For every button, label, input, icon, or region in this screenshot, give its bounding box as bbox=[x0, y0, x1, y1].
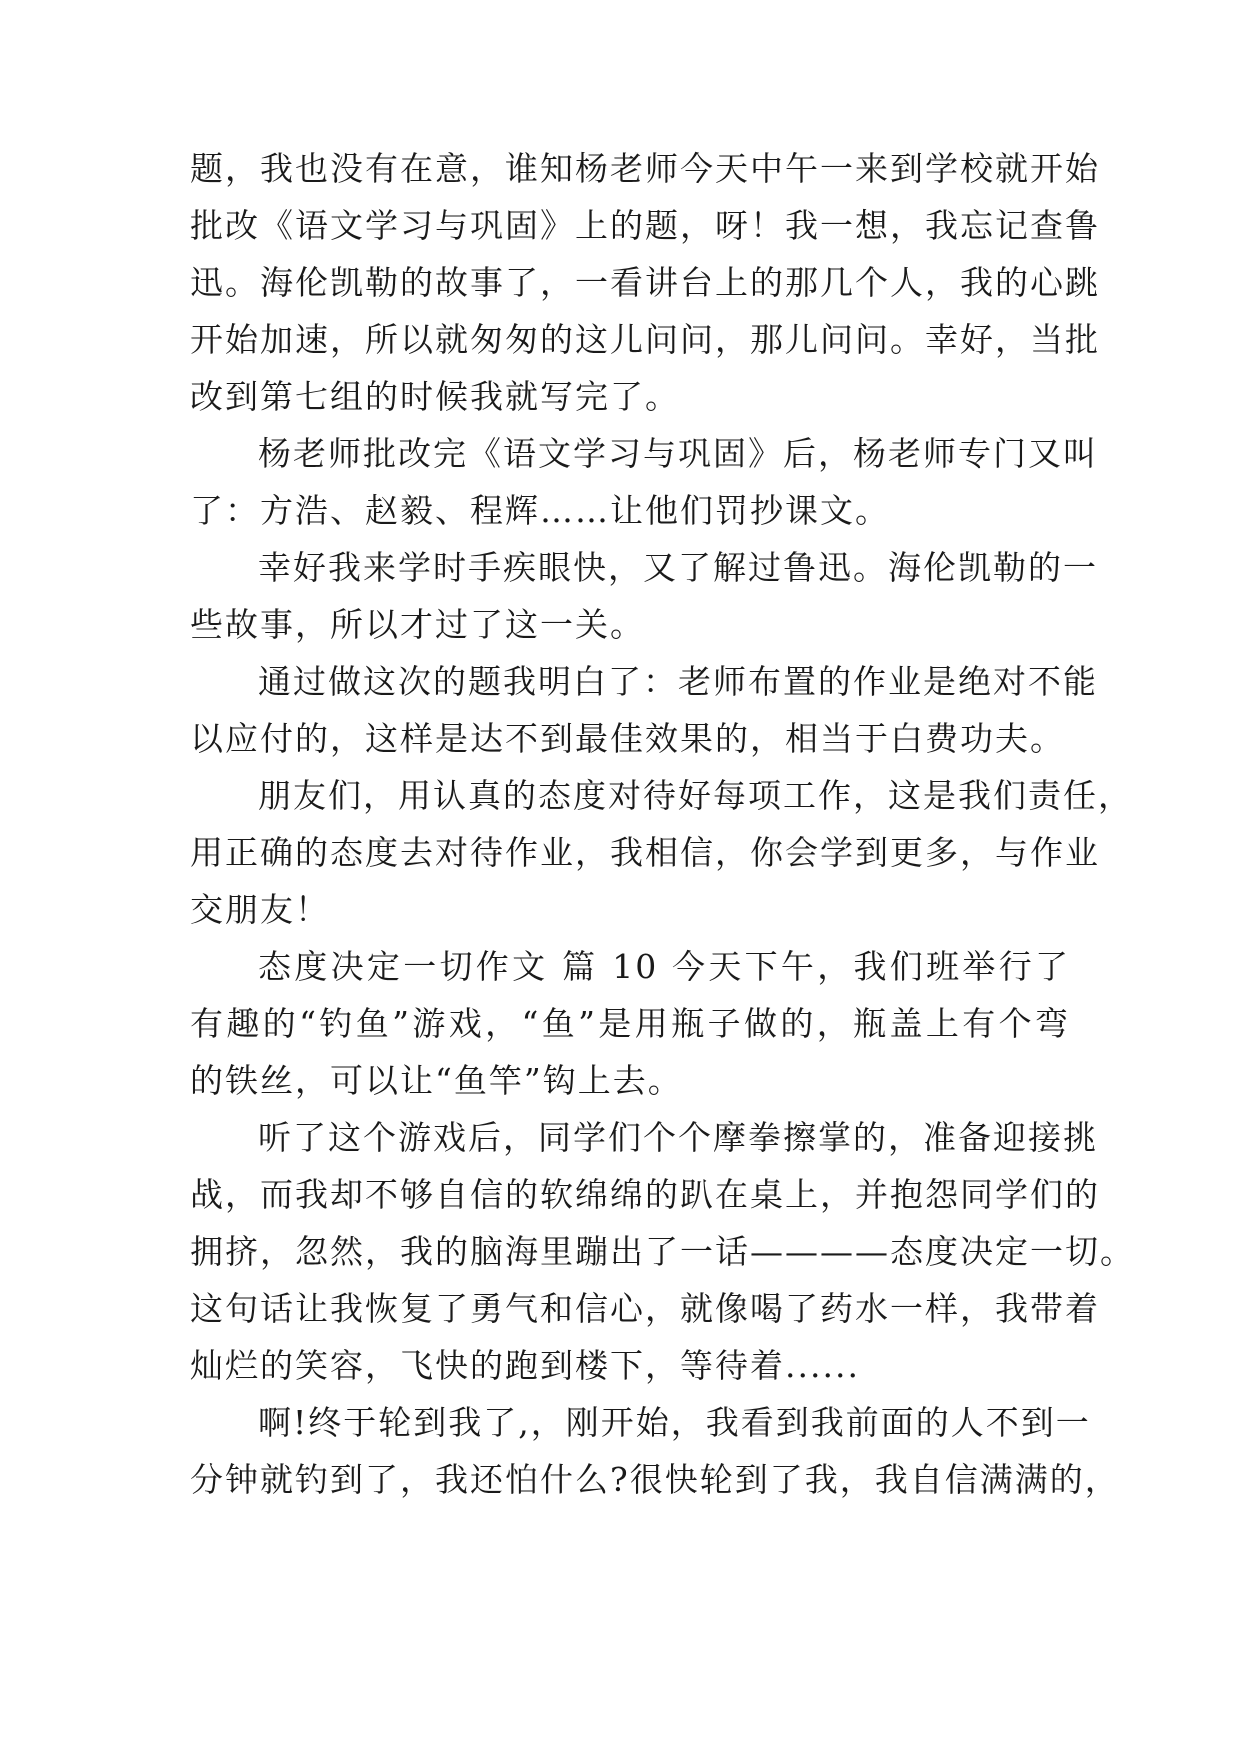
text-line: 开始加速，所以就匆匆的这儿问问，那儿问问。幸好，当批 bbox=[190, 320, 1100, 359]
text-line: 战，而我却不够自信的软绵绵的趴在桌上，并抱怨同学们的 bbox=[190, 1175, 1100, 1214]
text-line: 了：方浩、赵毅、程辉……让他们罚抄课文。 bbox=[190, 491, 890, 530]
text-line: 迅。海伦凯勒的故事了，一看讲台上的那几个人，我的心跳 bbox=[190, 263, 1100, 302]
text-line: 的铁丝，可以让“鱼竿”钩上去。 bbox=[190, 1061, 683, 1100]
text-line: 朋友们，用认真的态度对待好每项工作，这是我们责任， bbox=[258, 776, 1133, 815]
text-line: 拥挤，忽然，我的脑海里蹦出了一话————态度决定一切。 bbox=[190, 1232, 1135, 1271]
document-body-text bbox=[190, 140, 1135, 1508]
text-line: 分钟就钓到了，我还怕什么?很快轮到了我，我自信满满的， bbox=[190, 1460, 1120, 1499]
text-line: 些故事，所以才过了这一关。 bbox=[190, 605, 645, 644]
text-line: 态度决定一切作文 篇 10 今天下午，我们班举行了 bbox=[258, 947, 1070, 986]
text-line: 灿烂的笑容，飞快的跑到楼下，等待着...... bbox=[190, 1346, 860, 1385]
text-line: 幸好我来学时手疾眼快，又了解过鲁迅。海伦凯勒的一 bbox=[258, 548, 1098, 587]
text-line: 听了这个游戏后，同学们个个摩拳擦掌的，准备迎接挑 bbox=[258, 1118, 1098, 1157]
text-line: 啊!终于轮到我了,，刚开始，我看到我前面的人不到一 bbox=[258, 1403, 1091, 1442]
text-line: 通过做这次的题我明白了：老师布置的作业是绝对不能 bbox=[258, 662, 1098, 701]
text-line: 改到第七组的时候我就写完了。 bbox=[190, 377, 680, 416]
text-line: 这句话让我恢复了勇气和信心，就像喝了药水一样，我带着 bbox=[190, 1289, 1100, 1328]
text-line: 有趣的“钓鱼”游戏，“鱼”是用瓶子做的，瓶盖上有个弯 bbox=[190, 1004, 1070, 1043]
text-line: 用正确的态度去对待作业，我相信，你会学到更多，与作业 bbox=[190, 833, 1100, 872]
text-line: 交朋友！ bbox=[190, 890, 330, 929]
text-line: 杨老师批改完《语文学习与巩固》后，杨老师专门又叫 bbox=[258, 434, 1098, 473]
text-line: 题，我也没有在意，谁知杨老师今天中午一来到学校就开始 bbox=[190, 149, 1100, 188]
text-line: 以应付的，这样是达不到最佳效果的，相当于白费功夫。 bbox=[190, 719, 1065, 758]
text-line: 批改《语文学习与巩固》上的题，呀！我一想，我忘记查鲁 bbox=[190, 206, 1100, 245]
